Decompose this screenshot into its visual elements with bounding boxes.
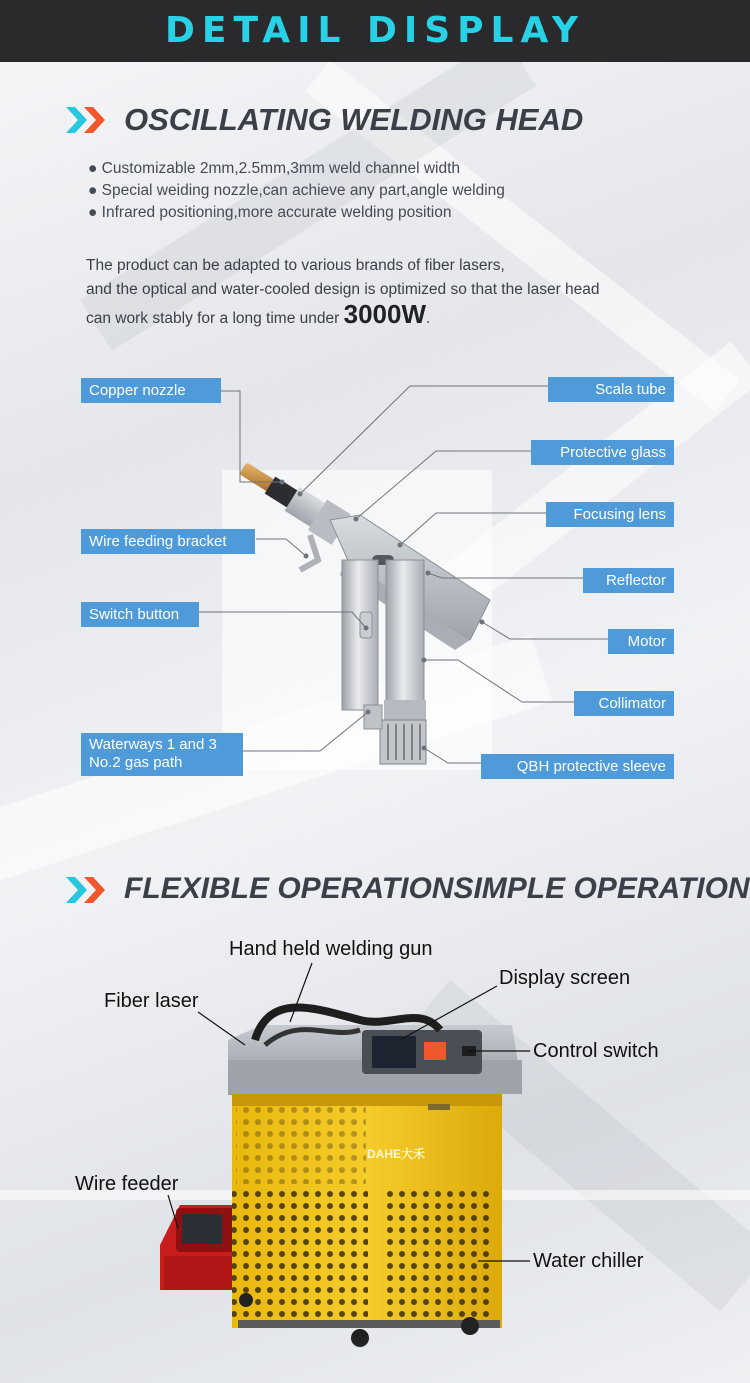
label-hand-held-gun: Hand held welding gun (229, 938, 433, 960)
label-switch-button: Switch button (81, 602, 199, 627)
label-waterways-line2: No.2 gas path (89, 754, 183, 771)
label-wire-feeding-bracket: Wire feeding bracket (81, 529, 255, 554)
label-motor: Motor (608, 629, 674, 654)
label-focusing-lens: Focusing lens (546, 502, 674, 527)
label-water-chiller: Water chiller (533, 1250, 644, 1272)
label-reflector: Reflector (583, 568, 674, 593)
description-line: can work stably for a long time under (86, 310, 340, 327)
label-display-screen: Display screen (499, 967, 631, 989)
label-wire-feeder: Wire feeder (75, 1173, 179, 1195)
label-fiber-laser: Fiber laser (104, 990, 199, 1012)
label-protective-glass: Protective glass (531, 440, 674, 465)
brand-logo: DAHE大禾 (367, 1147, 426, 1161)
description-end: . (426, 310, 431, 327)
label-qbh-sleeve: QBH protective sleeve (481, 754, 674, 779)
feature-item: ● Special weiding nozzle,can achieve any part,angle welding (88, 182, 505, 199)
description-line: and the optical and water-cooled design is optimized so that the laser head (86, 281, 600, 298)
label-control-switch: Control switch (533, 1040, 659, 1062)
label-copper-nozzle: Copper nozzle (81, 378, 221, 403)
label-collimator: Collimator (574, 691, 674, 716)
feature-item: ● Customizable 2mm,2.5mm,3mm weld channel width (88, 160, 461, 177)
section-title-operation: FLEXIBLE OPERATIONSIMPLE OPERATION (124, 872, 750, 905)
label-waterways-line1: Waterways 1 and 3 (89, 736, 217, 753)
description-line: The product can be adapted to various brands of fiber lasers, (86, 257, 505, 274)
power-value: 3000W (343, 299, 426, 329)
page-title: DETAIL DISPLAY (165, 10, 585, 51)
label-scala-tube: Scala tube (548, 377, 674, 402)
section-title-welding-head: OSCILLATING WELDING HEAD (124, 102, 584, 137)
feature-item: ● Infrared positioning,more accurate welding position (88, 204, 452, 221)
